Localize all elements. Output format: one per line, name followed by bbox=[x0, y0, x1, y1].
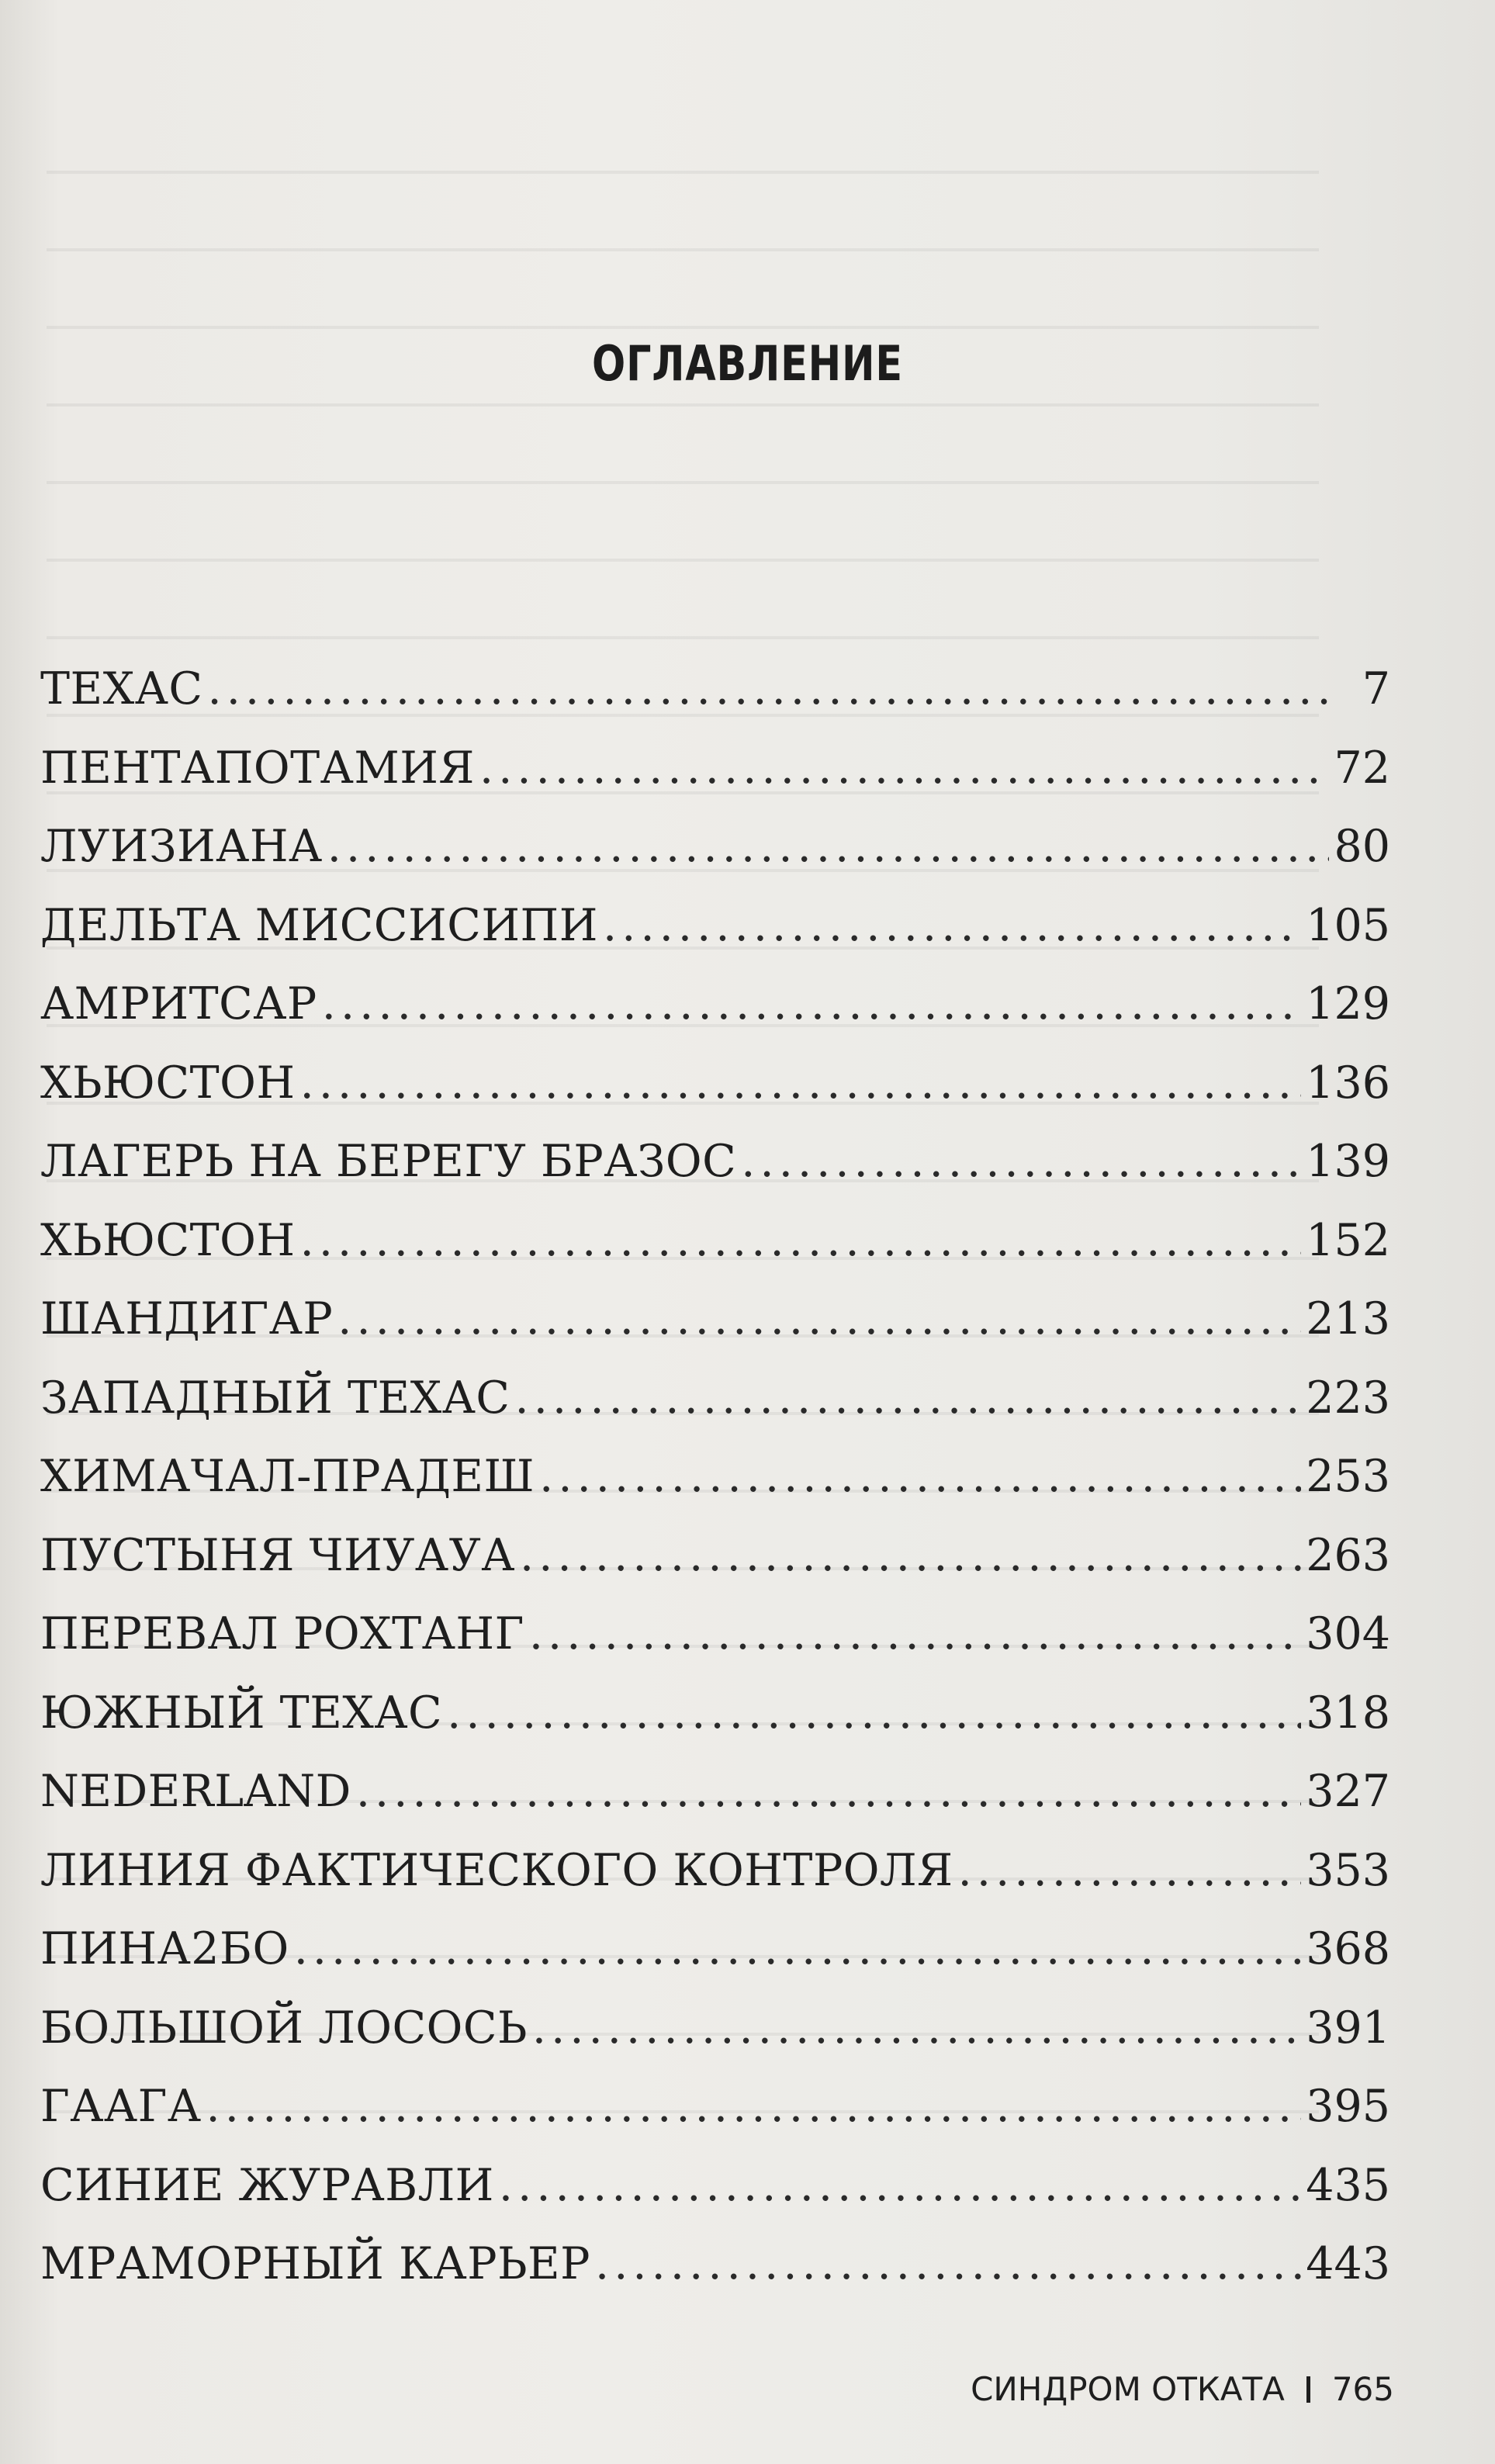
dot-leader bbox=[322, 978, 1301, 1030]
footer-book-title: СИНДРОМ ОТКАТА bbox=[971, 2370, 1285, 2408]
toc-entry bbox=[40, 821, 1390, 900]
toc-entry-title: БОЛЬШОЙ ЛОСОСЬ bbox=[40, 2002, 528, 2054]
toc-entry-page-number: 72 bbox=[1334, 742, 1390, 794]
toc-entry-title: NEDERLAND bbox=[40, 1766, 351, 1817]
toc-entry bbox=[40, 1766, 1390, 1845]
page-title: ОГЛАВЛЕНИЕ bbox=[592, 335, 903, 392]
toc-entry bbox=[40, 663, 1390, 742]
toc-entry-page-number: 391 bbox=[1306, 2002, 1390, 2054]
toc-entry bbox=[40, 1687, 1390, 1767]
dot-leader bbox=[327, 821, 1330, 872]
dot-leader bbox=[529, 1608, 1301, 1659]
toc-entry-page-number: 152 bbox=[1306, 1214, 1390, 1266]
toc-entry bbox=[40, 978, 1390, 1057]
toc-entry-page-number: 327 bbox=[1306, 1766, 1390, 1817]
toc-entry-title: СИНИЕ ЖУРАВЛИ bbox=[40, 2159, 494, 2211]
toc-entry-page-number: 139 bbox=[1306, 1136, 1390, 1187]
dot-leader bbox=[300, 1057, 1302, 1109]
toc-entry bbox=[40, 742, 1390, 822]
toc-entry-page-number: 443 bbox=[1306, 2238, 1390, 2289]
toc-entry-page-number: 263 bbox=[1306, 1529, 1390, 1581]
toc-entry-title: ЛУИЗИАНА bbox=[40, 821, 323, 872]
dot-leader bbox=[595, 2238, 1301, 2289]
toc-entry-title: ГААГА bbox=[40, 2081, 202, 2132]
toc-entry bbox=[40, 1372, 1390, 1452]
toc-entry bbox=[40, 2160, 1390, 2239]
dot-leader bbox=[300, 1215, 1302, 1266]
toc-entry-page-number: 129 bbox=[1306, 978, 1390, 1030]
toc-entry bbox=[40, 1057, 1390, 1137]
toc-entry-title: МРАМОРНЫЙ КАРЬЕР bbox=[40, 2238, 590, 2289]
toc-entry bbox=[40, 1451, 1390, 1530]
toc-entry bbox=[40, 1845, 1390, 1924]
toc-entry bbox=[40, 2238, 1390, 2317]
dot-leader bbox=[206, 2081, 1301, 2132]
dot-leader bbox=[515, 1372, 1302, 1424]
dot-leader bbox=[294, 1923, 1302, 1974]
toc-entry-page-number: 353 bbox=[1306, 1844, 1390, 1896]
toc-entry-title: ЛИНИЯ ФАКТИЧЕСКОГО КОНТРОЛЯ bbox=[40, 1844, 953, 1896]
toc-entry bbox=[40, 900, 1390, 979]
dot-leader bbox=[479, 742, 1330, 794]
toc-entry-title: ТЕХАС bbox=[40, 663, 203, 715]
toc-entry-title: ЮЖНЫЙ ТЕХАС bbox=[40, 1687, 443, 1739]
toc-entry bbox=[40, 1608, 1390, 1687]
toc-entry-title: ДЕЛЬТА МИССИСИПИ bbox=[40, 899, 598, 951]
toc-entry bbox=[40, 1530, 1390, 1609]
toc-entry-page-number: 213 bbox=[1306, 1293, 1390, 1344]
toc-entry-page-number: 318 bbox=[1306, 1687, 1390, 1739]
toc-entry bbox=[40, 1136, 1390, 1215]
toc-entry-title: ШАНДИГАР bbox=[40, 1293, 334, 1344]
dot-leader bbox=[356, 1766, 1301, 1817]
toc-entry-title: ХЬЮСТОН bbox=[40, 1057, 296, 1109]
toc-entry-page-number: 368 bbox=[1306, 1923, 1390, 1974]
toc-entry-page-number: 223 bbox=[1306, 1372, 1390, 1424]
dot-leader bbox=[532, 2002, 1301, 2054]
toc-entry-page-number: 7 bbox=[1362, 663, 1390, 715]
toc-entry-page-number: 435 bbox=[1306, 2159, 1390, 2211]
dot-leader bbox=[337, 1293, 1301, 1344]
toc-entry-title: ПЕРЕВАЛ РОХТАНГ bbox=[40, 1608, 524, 1659]
toc-entry bbox=[40, 1923, 1390, 2002]
toc-entry bbox=[40, 2002, 1390, 2082]
toc-entry-page-number: 105 bbox=[1306, 899, 1390, 951]
toc-entry-page-number: 395 bbox=[1306, 2081, 1390, 2132]
toc-entry-page-number: 253 bbox=[1306, 1451, 1390, 1502]
toc-entry-title: ЛАГЕРЬ НА БЕРЕГУ БРАЗОС bbox=[40, 1136, 737, 1187]
toc-entry-title: ПУСТЫНЯ ЧИУАУА bbox=[40, 1529, 515, 1581]
dot-leader bbox=[539, 1451, 1301, 1502]
dot-leader bbox=[208, 663, 1332, 715]
dot-leader bbox=[447, 1687, 1301, 1739]
dot-leader bbox=[603, 900, 1301, 951]
toc-entry-title: ЗАПАДНЫЙ ТЕХАС bbox=[40, 1372, 510, 1424]
toc-entry-page-number: 304 bbox=[1306, 1608, 1390, 1659]
toc-entry-page-number: 80 bbox=[1334, 821, 1390, 872]
footer-separator bbox=[1306, 2376, 1310, 2403]
toc-entry-title: ХЬЮСТОН bbox=[40, 1214, 296, 1266]
dot-leader bbox=[520, 1530, 1301, 1581]
dot-leader bbox=[499, 2160, 1301, 2211]
toc-entry-page-number: 136 bbox=[1306, 1057, 1390, 1109]
toc-entry bbox=[40, 2081, 1390, 2160]
dot-leader bbox=[958, 1845, 1302, 1896]
table-of-contents bbox=[40, 663, 1390, 2317]
toc-entry bbox=[40, 1293, 1390, 1372]
toc-entry-title: ПЕНТАПОТАМИЯ bbox=[40, 742, 475, 794]
toc-entry-title: АМРИТСАР bbox=[40, 978, 317, 1030]
running-footer bbox=[971, 2370, 1394, 2408]
toc-entry bbox=[40, 1215, 1390, 1294]
toc-entry-title: ХИМАЧАЛ-ПРАДЕШ bbox=[40, 1451, 535, 1502]
footer-page-number: 765 bbox=[1331, 2370, 1394, 2408]
toc-entry-title: ПИНА2БО bbox=[40, 1923, 289, 1974]
dot-leader bbox=[741, 1136, 1301, 1187]
